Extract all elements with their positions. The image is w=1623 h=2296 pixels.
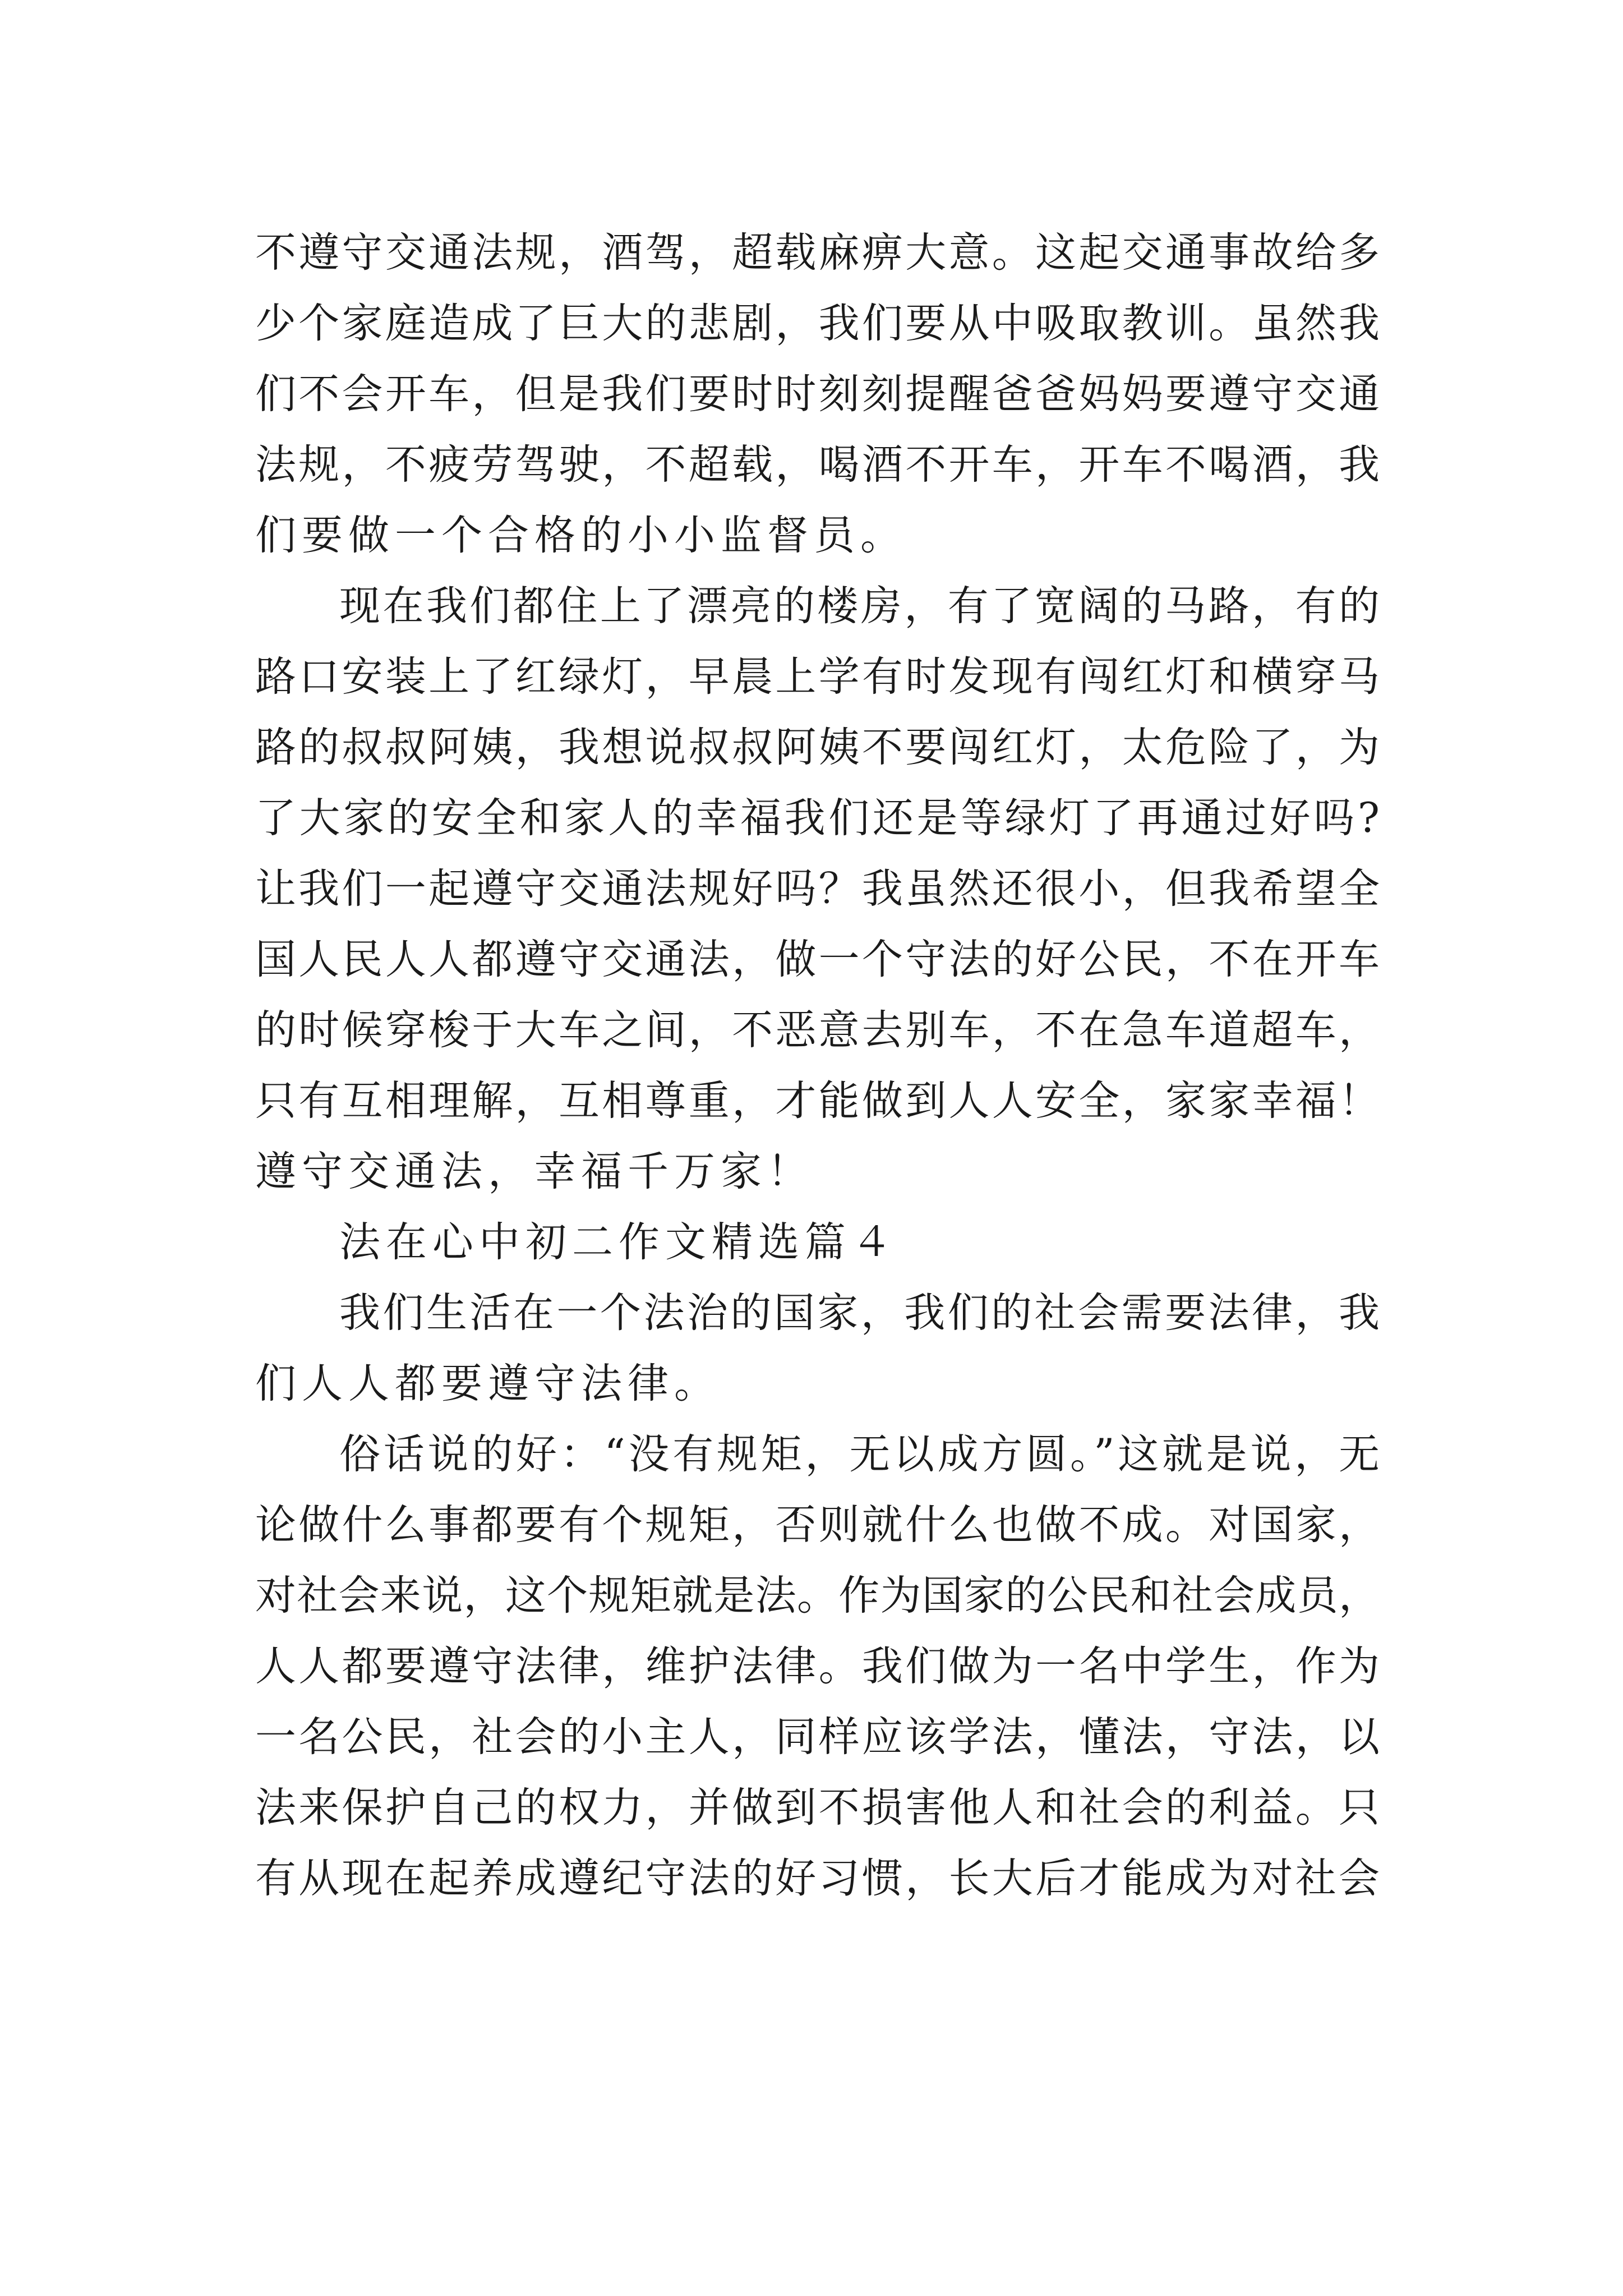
text-line: 人人都要遵守法律，维护法律。我们做为一名中学生，作为	[255, 1642, 1380, 1690]
text-line: 不遵守交通法规，酒驾，超载麻痹大意。这起交通事故给多	[255, 229, 1380, 277]
text-line: 有从现在起养成遵纪守法的好习惯，长大后才能成为对社会	[255, 1855, 1380, 1902]
section-heading: 法在心中初二作文精选篇４	[339, 1218, 898, 1266]
text-line: 法规，不疲劳驾驶，不超载，喝酒不开车，开车不喝酒，我	[255, 441, 1380, 489]
text-line: 们要做一个合格的小小监督员。	[255, 512, 907, 559]
text-line: 们不会开车，但是我们要时时刻刻提醒爸爸妈妈要遵守交通	[255, 370, 1380, 418]
text-line: 少个家庭造成了巨大的悲剧，我们要从中吸取教训。虽然我	[255, 300, 1380, 347]
text-line: 法来保护自己的权力，并做到不损害他人和社会的利益。只	[255, 1784, 1380, 1832]
text-line: 们人人都要遵守法律。	[255, 1360, 721, 1407]
text-line: 了大家的安全和家人的幸福我们还是等绿灯了再通过好吗?	[255, 794, 1380, 842]
paragraph-first-line: 我们生活在一个法治的国家，我们的社会需要法律，我	[339, 1289, 1380, 1337]
text-line: 路的叔叔阿姨，我想说叔叔阿姨不要闯红灯，太危险了，为	[255, 724, 1380, 771]
paragraph-first-line: 俗话说的好：“没有规矩，无以成方圆。”这就是说，无	[339, 1430, 1380, 1478]
text-line: 让我们一起遵守交通法规好吗？我虽然还很小，但我希望全	[255, 865, 1380, 913]
text-line: 遵守交通法，幸福千万家！	[255, 1148, 814, 1195]
text-line: 只有互相理解，互相尊重，才能做到人人安全，家家幸福！	[255, 1077, 1380, 1125]
document-body	[255, 218, 1380, 1914]
paragraph-first-line: 现在我们都住上了漂亮的楼房，有了宽阔的马路，有的	[339, 582, 1380, 630]
text-line: 国人民人人都遵守交通法，做一个守法的好公民，不在开车	[255, 936, 1380, 983]
text-line: 的时候穿梭于大车之间，不恶意去别车，不在急车道超车，	[255, 1006, 1380, 1054]
text-line: 一名公民，社会的小主人，同样应该学法，懂法，守法，以	[255, 1713, 1380, 1761]
text-line: 论做什么事都要有个规矩，否则就什么也做不成。对国家，	[255, 1501, 1380, 1549]
text-line: 对社会来说，这个规矩就是法。作为国家的公民和社会成员，	[255, 1572, 1380, 1619]
text-line: 路口安装上了红绿灯，早晨上学有时发现有闯红灯和横穿马	[255, 653, 1380, 701]
